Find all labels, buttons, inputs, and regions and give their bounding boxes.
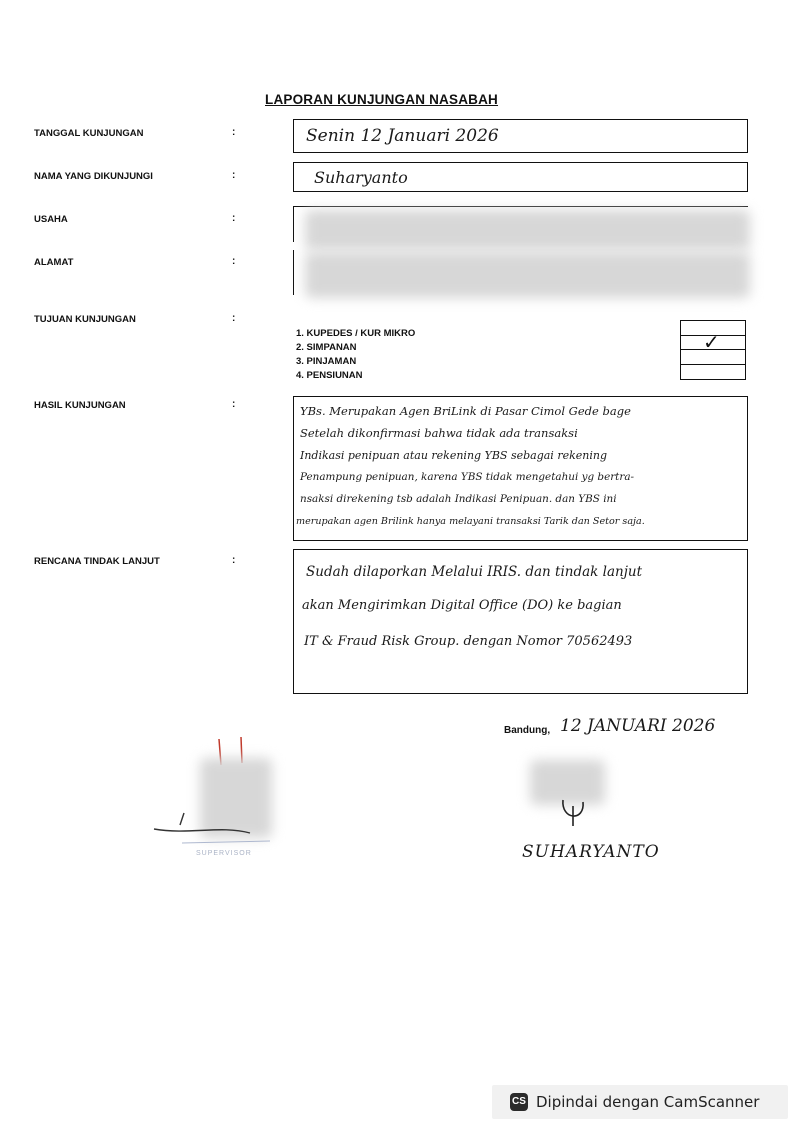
camscanner-icon: CS <box>510 1093 528 1111</box>
rencana-line: Sudah dilaporkan Melalui IRIS. dan tindak lanjut <box>306 564 643 580</box>
page-title: LAPORAN KUNJUNGAN NASABAH <box>265 92 499 107</box>
signer-name: SUHARYANTO <box>522 842 660 862</box>
hasil-line: nsaksi direkening tsb adalah Indikasi Penipuan. dan YBS ini <box>300 493 617 505</box>
label-hasil: HASIL KUNJUNGAN <box>34 400 126 411</box>
redacted-usaha <box>305 210 750 250</box>
nama-field <box>293 162 748 192</box>
colon: : <box>232 313 236 324</box>
colon: : <box>232 399 236 410</box>
label-tujuan: TUJUAN KUNJUNGAN <box>34 314 136 325</box>
nama-value: Suharyanto <box>314 168 408 187</box>
rencana-field <box>293 549 748 694</box>
rencana-line: akan Mengirimkan Digital Office (DO) ke bagian <box>302 598 622 613</box>
place-label: Bandung, <box>504 725 551 736</box>
hasil-line: Penampung penipuan, karena YBS tidak mengetahui yg bertra- <box>300 471 635 483</box>
supervisor-signature <box>150 805 280 855</box>
hasil-line: Indikasi penipuan atau rekening YBS sebagai rekening <box>300 449 607 462</box>
checkbox-row <box>681 329 745 354</box>
colon: : <box>232 213 236 224</box>
hasil-field <box>293 396 748 541</box>
checkbox-row <box>681 365 745 380</box>
camscanner-badge <box>492 1085 788 1119</box>
colon: : <box>232 256 236 267</box>
hasil-line: YBs. Merupakan Agen BriLink di Pasar Cimol Gede bage <box>300 404 631 418</box>
tanggal-field <box>293 119 748 153</box>
label-tanggal: TANGGAL KUNJUNGAN <box>34 128 144 139</box>
colon: : <box>232 127 236 138</box>
tujuan-option: 2. SIMPANAN <box>296 342 357 353</box>
tujuan-checkbox-column <box>680 320 746 380</box>
hasil-line: merupakan agen Brilink hanya melayani transaksi Tarik dan Setor saja. <box>296 516 645 527</box>
hasil-line: Setelah dikonfirmasi bahwa tidak ada transaksi <box>300 426 578 440</box>
supervisor-caption: SUPERVISOR <box>196 850 252 857</box>
tujuan-option: 1. KUPEDES / KUR MIKRO <box>296 328 416 339</box>
label-usaha: USAHA <box>34 214 68 225</box>
colon: : <box>232 170 236 181</box>
tujuan-option: 3. PINJAMAN <box>296 356 357 367</box>
label-rencana: RENCANA TINDAK LANJUT <box>34 556 160 567</box>
checkbox-row <box>681 350 745 365</box>
label-alamat: ALAMAT <box>34 257 74 268</box>
signature-mark <box>555 792 595 832</box>
alamat-field <box>293 250 303 295</box>
label-nama: NAMA YANG DIKUNJUNGI <box>34 171 153 182</box>
colon: : <box>232 555 236 566</box>
check-mark-icon: ✓ <box>703 329 720 354</box>
tujuan-option: 4. PENSIUNAN <box>296 370 363 381</box>
redacted-alamat <box>305 252 750 298</box>
sign-date: 12 JANUARI 2026 <box>560 716 716 736</box>
camscanner-text: Dipindai dengan CamScanner <box>536 1093 760 1111</box>
tanggal-value: Senin 12 Januari 2026 <box>306 126 499 146</box>
rencana-line: IT & Fraud Risk Group. dengan Nomor 70562493 <box>304 634 633 649</box>
